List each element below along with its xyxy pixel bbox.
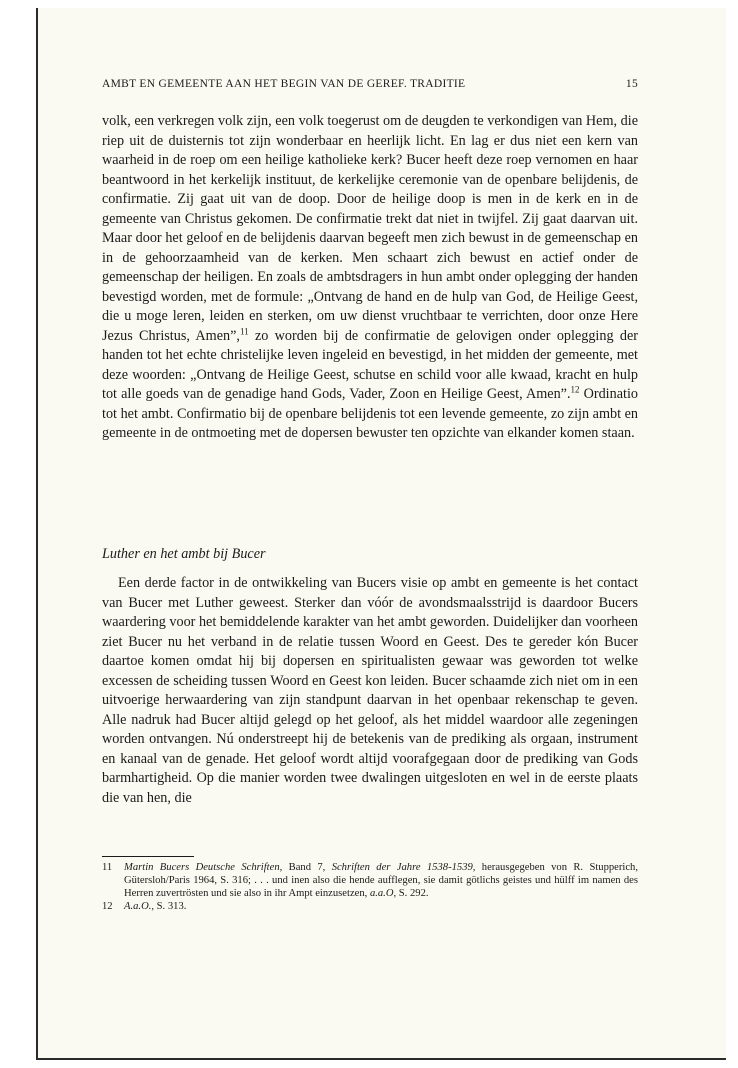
footnote-text: Martin Bucers Deutsche Schriften, Band 7, Schriften der Jahre 1538-1539, herausgegeben von R. Stupperich, Gütersloh/Paris 1964, S. 316; . . . und inen also die hende aufflegen, sie damit götlichs geistes und hülff im namen des Herren zuvertrösten und sie also in ihr Ampt einzusetzen, a.a.O, S. 292. [124,862,638,899]
section-heading: Luther en het ambt bij Bucer [102,546,266,562]
running-title: AMBT EN GEMEENTE AAN HET BEGIN VAN DE GEREF. TRADITIE [102,78,466,90]
footnote-divider [102,856,194,857]
footnotes [102,861,638,913]
running-header [102,78,638,90]
paragraph-text: volk, een verkregen volk zijn, een volk toegerust om de deugden te verkondigen van Hem, die riep uit de duisternis tot zijn wonderbaar en heerlijk licht. En lag er dus niet een kern van waarheid in de roep om een heilige katholieke kerk? Bucer heeft deze roep vernomen en haar beantwoord in het kerkelijk instituut, de kerkelijke ceremonie van de openbare belijdenis, de confirmatie. Zij gaat uit van de doop. Door de heilige doop is men in de kerk en in de gemeente van Christus gekomen. De confirmatie trekt dat niet in twijfel. Zij gaat daarvan uit. Maar door het geloof en de belijdenis daarvan begeeft men zich bewust in de gemeenschap en in de gehoorzaamheid van de kerken. Men schaart zich bewust en actief onder de gemeenschap der heiligen. En zoals de ambtsdragers in hun ambt onder oplegging der handen bevestigd worden, met de formule: „Ontvang de hand en de hulp van God, de Heilige Geest, die u moge leren, leiden en sterken, om uw dienst vruchtbaar te verrichten, door onze Here Jezus Christus, Amen”, [102,113,638,344]
body-paragraph-1 [102,112,638,444]
book-page [36,8,726,1060]
body-paragraph-2: Een derde factor in de ontwikkeling van Bucers visie op ambt en gemeente is het contact van Bucer met Luther geweest. Sterker dan vóór de avondsmaalsstrijd is daardoor Bucers waardering voor het bemiddelende karakter van het ambt geworden. Duidelijker dan voorheen ziet Bucer nu het verband in de relatie tussen Woord en Geest. Des te gereder kón Bucer daartoe komen omdat hij bij dopersen en spiritualisten gewaar was geworden tot welke excessen de scheiding tussen Woord en Geest kon leiden. Bucer schaamde zich niet om in een uitvoerige herwaardering van zijn standpunt daarvan in het openbaar rekenschap te geven. Alle nadruk had Bucer altijd gelegd op het geloof, als het middel waardoor alle zegeningen worden ontvangen. Nú onderstreept hij de betekenis van de prediking als orgaan, instrument en kanaal van de genade. Het geloof wordt altijd voorafgegaan door de prediking van Gods barmhartigheid. Op die manier worden twee dwalingen uitgesloten en wel in de eerste plaats die van hen, die [102,575,638,806]
footnote-marker-12: 12 [570,384,580,395]
footnote-11 [102,861,638,900]
footnote-text: A.a.O., S. 313. [124,901,187,912]
paragraph-text: zo worden bij de confirmatie de gelovigen onder oplegging der handen tot het echte christelijke leven ingeleid en bevestigd, in het midden der gemeente, met deze woorden: „Ontvang de Heilige Geest, schutse en schild voor alle kwaad, kracht en hulp tot alle goeds van de genadige hand Gods, Vader, Zoon en Heilige Geest, Amen”. [102,327,638,402]
footnote-12 [102,900,638,913]
footnote-marker-11: 11 [239,325,249,336]
footnote-number: 11 [102,862,113,873]
paragraph-text: Ordinatio tot het ambt. Confirmatio bij de openbare belijdenis tot een levende gemeente, zo zijn ambt en gemeente in de ontmoeting met de dopersen bewuster ten opzichte van elkander komen staan. [102,386,638,441]
footnote-number: 12 [102,901,113,912]
page-number: 15 [625,78,638,90]
